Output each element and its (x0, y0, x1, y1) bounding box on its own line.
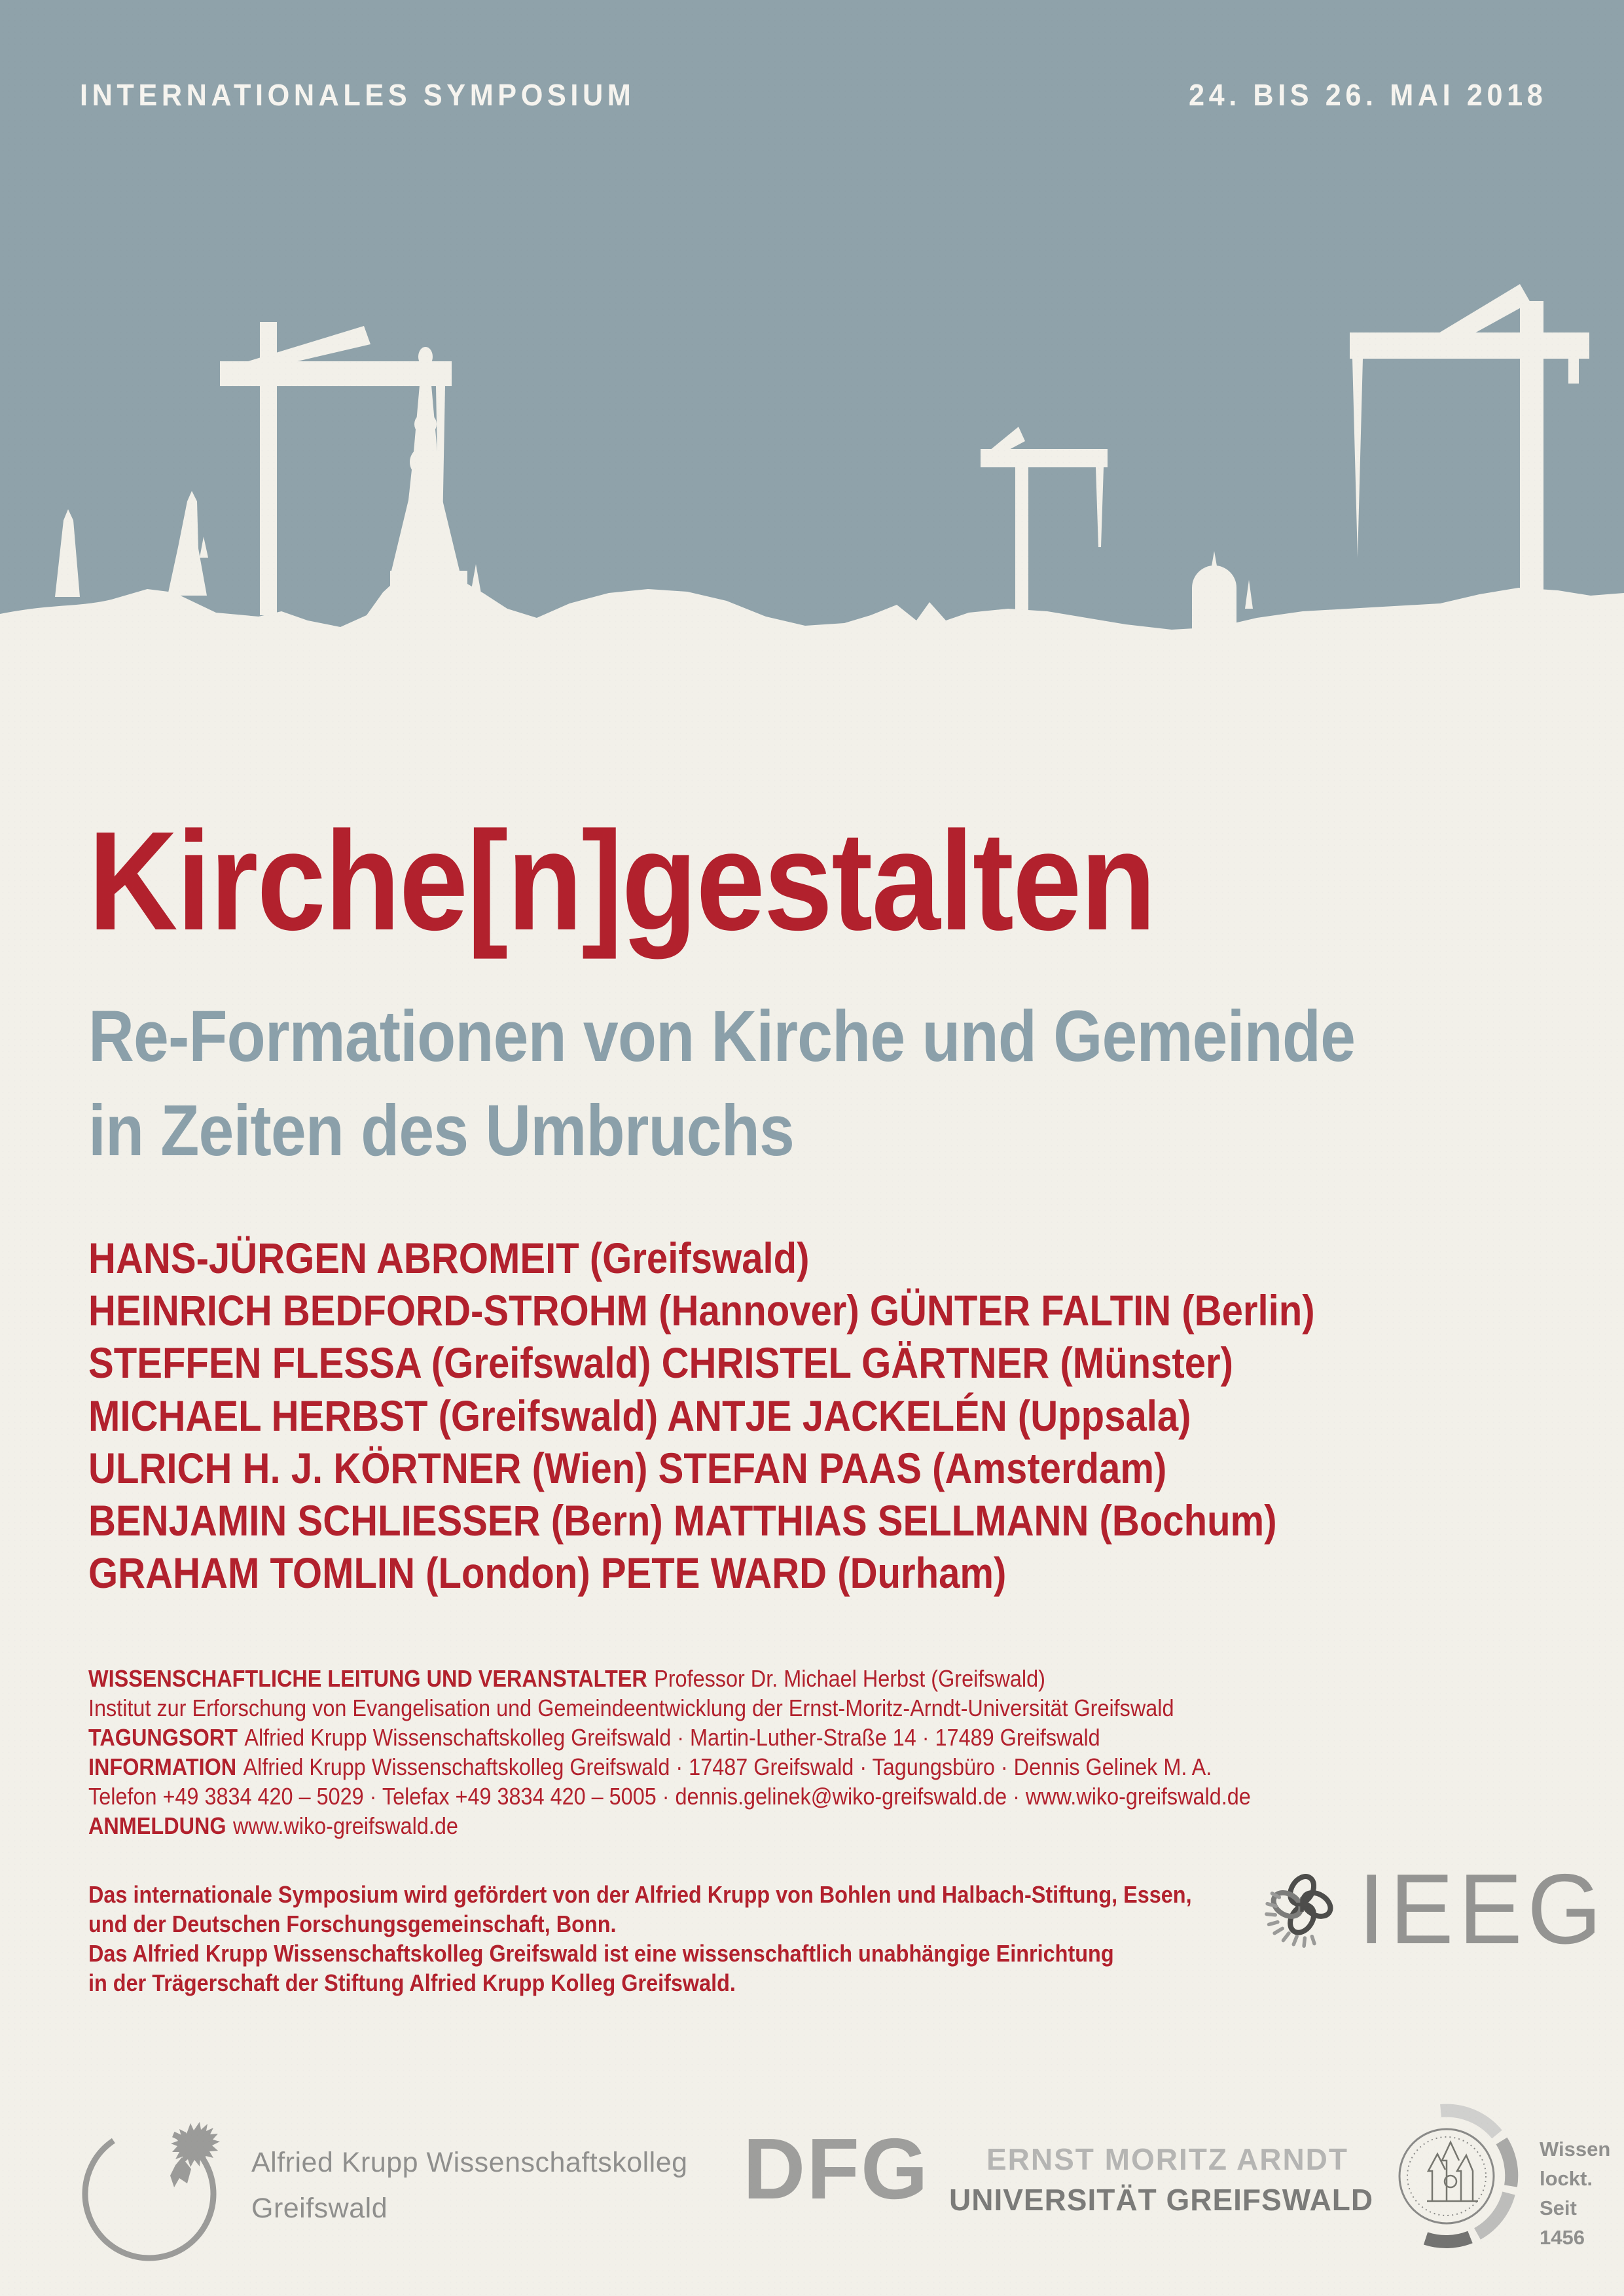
subtitle-line-2: in Zeiten des Umbruchs (88, 1090, 794, 1172)
info-text: Institut zur Erforschung von Evangelisation und Gemeindeentwicklung der Ernst-Moritz-Arndt-Universität Greifswald (88, 1695, 1174, 1721)
ieeg-logo (1263, 1840, 1617, 1978)
info-text: Telefon +49 3834 420 – 5029 · Telefax +49 3834 420 – 5005 · dennis.gelinek@wiko-greifswald.de · www.wiko-greifswald.de (88, 1783, 1251, 1810)
info-line-information (88, 1752, 1251, 1782)
poster-subtitle (88, 990, 1355, 1178)
info-line-institut (88, 1693, 1251, 1723)
speaker-line: HEINRICH BEDFORD-STROHM (Hannover) GÜNTER FALTIN (Berlin) (88, 1286, 1315, 1335)
speaker-line: GRAHAM TOMLIN (London) PETE WARD (Durham) (88, 1549, 1007, 1598)
funding-note (88, 1880, 1192, 1998)
university-tagline (1540, 2135, 1624, 2253)
tagline-line-3: Seit 1456 (1540, 2196, 1585, 2249)
speaker-line: MICHAEL HERBST (Greifswald) ANTJE JACKELÉN (Uppsala) (88, 1391, 1191, 1440)
speaker-line: HANS-JÜRGEN ABROMEIT (Greifswald) (88, 1234, 810, 1282)
dfg-logo: DFG (743, 2121, 929, 2217)
poster-title: Kirche[n]gestalten (88, 802, 1155, 960)
tagline-line-1: Wissen (1540, 2138, 1611, 2161)
funding-line: und der Deutschen Forschungsgemeinschaft, Bonn. (88, 1910, 617, 1937)
info-text: Alfried Krupp Wissenschaftskolleg Greifswald · 17487 Greifswald · Tagungsbüro · Dennis Gelinek M. A. (243, 1753, 1212, 1780)
funding-line: Das internationale Symposium wird gefördert von der Alfried Krupp von Bohlen und Halbach-Stiftung, Essen, (88, 1881, 1192, 1908)
info-text: Alfried Krupp Wissenschaftskolleg Greifswald · Martin-Luther-Straße 14 · 17489 Greifswald (244, 1724, 1100, 1751)
info-label: ANMELDUNG (88, 1812, 226, 1839)
info-line-anmeldung (88, 1811, 1251, 1840)
event-kicker: INTERNATIONALES SYMPOSIUM (80, 78, 636, 112)
funding-line: in der Trägerschaft der Stiftung Alfried Krupp Kolleg Greifswald. (88, 1969, 736, 1996)
ieeg-wordmark: IEEG (1358, 1854, 1607, 1965)
university-name-line-1: ERNST MORITZ ARNDT (986, 2142, 1348, 2176)
krupp-kolleg-name (251, 2140, 688, 2231)
info-label: INFORMATION (88, 1753, 237, 1780)
speaker-list (88, 1232, 1315, 1599)
krupp-name-line-1: Alfried Krupp Wissenschaftskolleg (251, 2147, 688, 2179)
university-name-line-2: UNIVERSITÄT GREIFSWALD (949, 2183, 1374, 2217)
info-text: www.wiko-greifswald.de (232, 1812, 458, 1839)
info-text: Professor Dr. Michael Herbst (Greifswald) (654, 1665, 1045, 1692)
info-label: TAGUNGSORT (88, 1724, 238, 1751)
organisation-info (88, 1664, 1251, 1840)
speaker-line: ULRICH H. J. KÖRTNER (Wien) STEFAN PAAS (Amsterdam) (88, 1443, 1167, 1492)
event-date: 24. BIS 26. MAI 2018 (1188, 78, 1547, 112)
speaker-line: STEFFEN FLESSA (Greifswald) CHRISTEL GÄRTNER (Münster) (88, 1338, 1233, 1388)
info-line-kontakt (88, 1782, 1251, 1811)
subtitle-line-1: Re-Formationen von Kirche und Gemeinde (88, 996, 1356, 1077)
krupp-ring-icon (72, 2094, 236, 2278)
info-line-leitung (88, 1664, 1251, 1693)
speaker-line: BENJAMIN SCHLIESSER (Bern) MATTHIAS SELLMANN (Bochum) (88, 1496, 1277, 1545)
ieeg-knot-icon (1263, 1842, 1341, 1977)
tagline-line-2: lockt. (1540, 2166, 1593, 2190)
funding-line: Das Alfried Krupp Wissenschaftskolleg Greifswald ist eine wissenschaftlich unabhängige Einrichtung (88, 1940, 1114, 1967)
info-label: WISSENSCHAFTLICHE LEITUNG UND VERANSTALTER (88, 1665, 647, 1692)
university-seal-icon (1368, 2098, 1525, 2255)
university-wordmark (949, 2139, 1374, 2220)
krupp-kolleg-logo (72, 2094, 688, 2278)
info-line-tagungsort (88, 1723, 1251, 1752)
krupp-name-line-2: Greifswald (251, 2193, 388, 2224)
